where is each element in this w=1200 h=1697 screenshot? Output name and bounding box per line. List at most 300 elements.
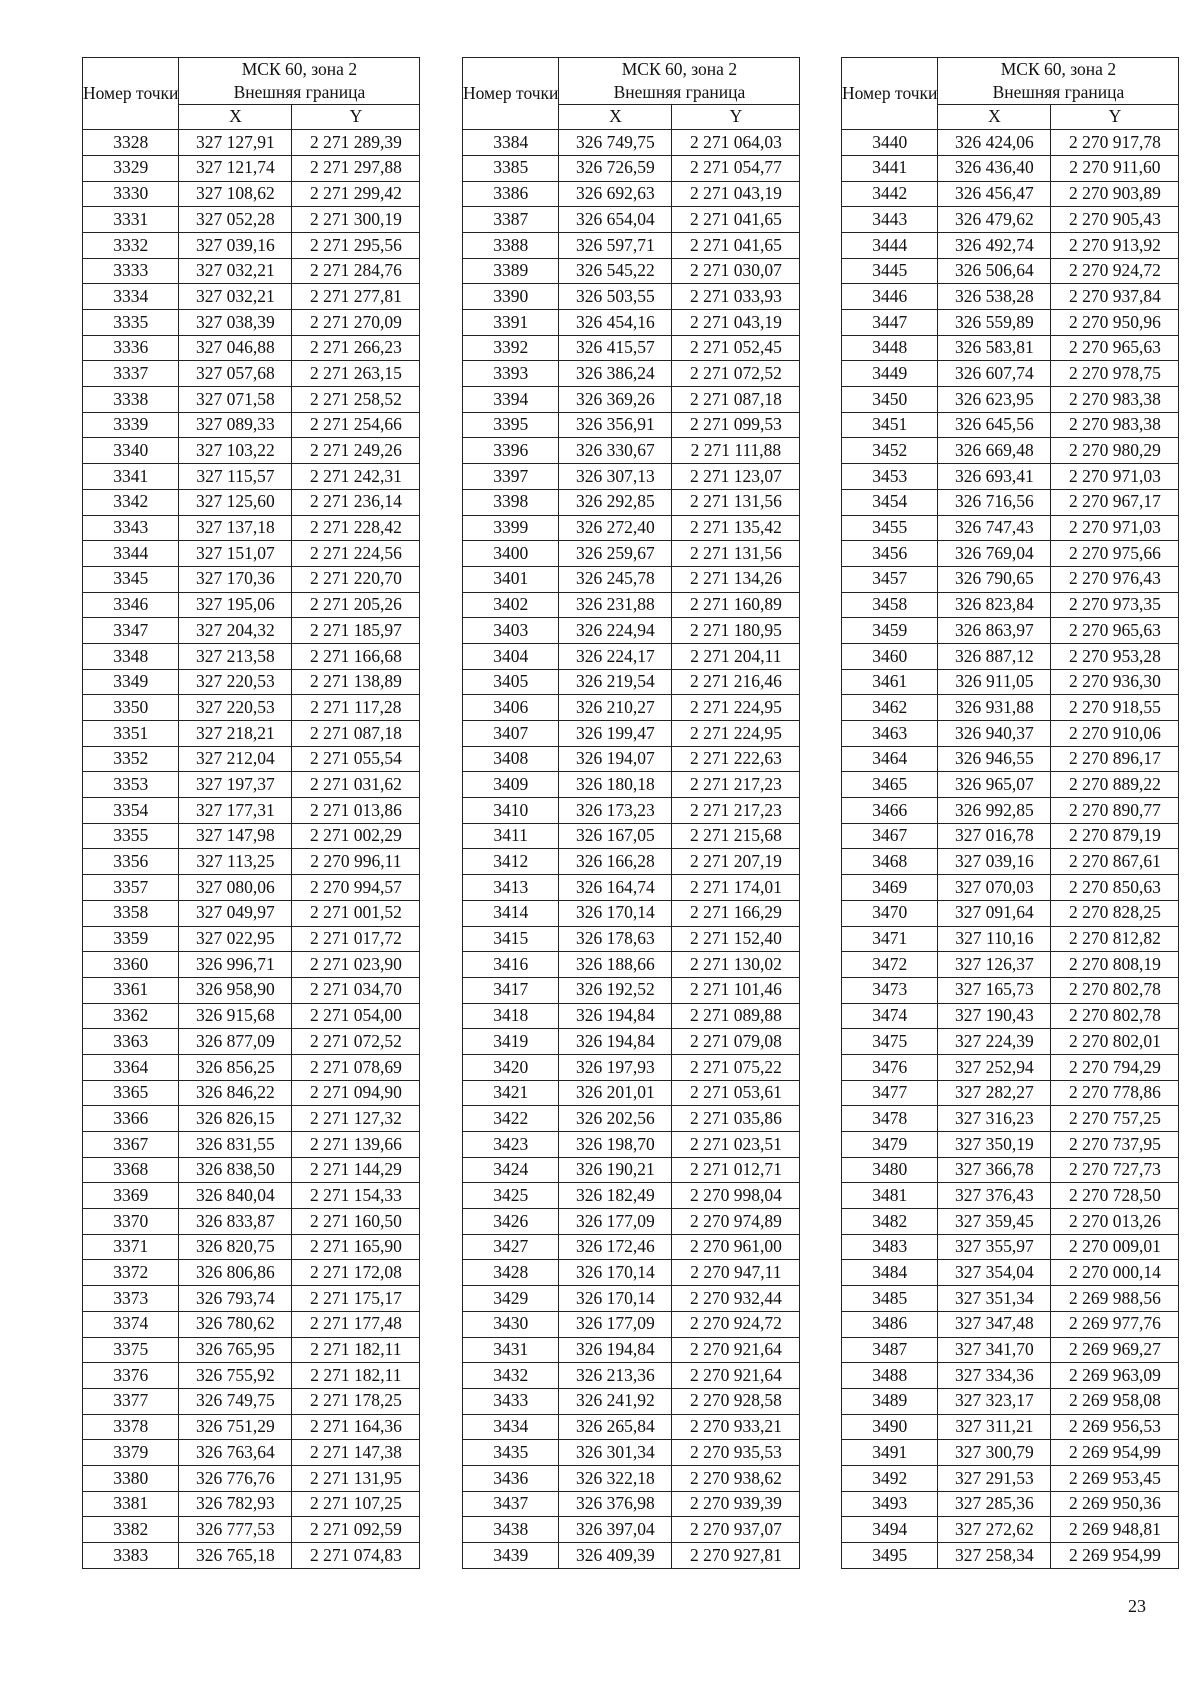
y-coordinate-cell: 2 271 297,88 (292, 155, 420, 181)
x-coordinate-cell: 326 782,93 (179, 1491, 292, 1517)
point-number-cell: 3401 (463, 566, 559, 592)
table-row (83, 669, 420, 695)
point-number-cell: 3342 (83, 489, 179, 515)
x-coordinate-cell: 327 121,74 (179, 155, 292, 181)
table-row (83, 515, 420, 541)
y-coordinate-cell: 2 270 971,03 (1051, 464, 1179, 490)
header-point-number: Номер точки (842, 58, 938, 130)
y-coordinate-cell: 2 271 166,68 (292, 643, 420, 669)
y-coordinate-cell: 2 271 078,69 (292, 1054, 420, 1080)
coordinates-table-3 (841, 57, 1179, 1569)
point-number-cell: 3488 (842, 1363, 938, 1389)
x-coordinate-cell: 327 195,06 (179, 592, 292, 618)
x-coordinate-cell: 327 341,70 (938, 1337, 1051, 1363)
table-row (463, 1132, 800, 1158)
y-coordinate-cell: 2 271 205,26 (292, 592, 420, 618)
y-coordinate-cell: 2 270 808,19 (1051, 952, 1179, 978)
x-coordinate-cell: 326 272,40 (559, 515, 672, 541)
table-row (842, 1337, 1179, 1363)
y-coordinate-cell: 2 270 913,92 (1051, 232, 1179, 258)
x-coordinate-cell: 326 958,90 (179, 977, 292, 1003)
x-coordinate-cell: 327 147,98 (179, 823, 292, 849)
point-number-cell: 3475 (842, 1029, 938, 1055)
x-coordinate-cell: 326 172,46 (559, 1234, 672, 1260)
x-coordinate-cell: 326 790,65 (938, 566, 1051, 592)
header-coordinate-system (179, 58, 420, 105)
y-coordinate-cell: 2 269 948,81 (1051, 1517, 1179, 1543)
y-coordinate-cell: 2 270 905,43 (1051, 207, 1179, 233)
x-coordinate-cell: 326 623,95 (938, 387, 1051, 413)
point-number-cell: 3425 (463, 1183, 559, 1209)
x-coordinate-cell: 326 424,06 (938, 130, 1051, 156)
y-coordinate-cell: 2 270 728,50 (1051, 1183, 1179, 1209)
y-coordinate-cell: 2 271 033,93 (672, 284, 800, 310)
table-row (842, 1003, 1179, 1029)
table-row (83, 1054, 420, 1080)
y-coordinate-cell: 2 271 072,52 (672, 361, 800, 387)
y-coordinate-cell: 2 271 041,65 (672, 232, 800, 258)
point-number-cell: 3446 (842, 284, 938, 310)
table-row (842, 1517, 1179, 1543)
x-coordinate-cell: 326 503,55 (559, 284, 672, 310)
y-coordinate-cell: 2 269 963,09 (1051, 1363, 1179, 1389)
point-number-cell: 3434 (463, 1414, 559, 1440)
y-coordinate-cell: 2 271 089,88 (672, 1003, 800, 1029)
y-coordinate-cell: 2 270 911,60 (1051, 155, 1179, 181)
x-coordinate-cell: 327 334,36 (938, 1363, 1051, 1389)
y-coordinate-cell: 2 270 921,64 (672, 1337, 800, 1363)
table-row (463, 1260, 800, 1286)
y-coordinate-cell: 2 269 953,45 (1051, 1465, 1179, 1491)
table-row (842, 541, 1179, 567)
point-number-cell: 3432 (463, 1363, 559, 1389)
table-row (842, 592, 1179, 618)
table-row (83, 1157, 420, 1183)
table-row (83, 926, 420, 952)
y-coordinate-cell: 2 271 131,56 (672, 489, 800, 515)
y-coordinate-cell: 2 270 983,38 (1051, 387, 1179, 413)
point-number-cell: 3443 (842, 207, 938, 233)
table-row (83, 1491, 420, 1517)
x-coordinate-cell: 327 213,58 (179, 643, 292, 669)
header-point-number: Номер точки (463, 58, 559, 130)
point-number-cell: 3380 (83, 1465, 179, 1491)
table-row (463, 695, 800, 721)
point-number-cell: 3494 (842, 1517, 938, 1543)
table-row (463, 798, 800, 824)
y-coordinate-cell: 2 270 794,29 (1051, 1054, 1179, 1080)
y-coordinate-cell: 2 270 879,19 (1051, 823, 1179, 849)
y-coordinate-cell: 2 270 939,39 (672, 1491, 800, 1517)
x-coordinate-cell: 326 456,47 (938, 181, 1051, 207)
y-coordinate-cell: 2 270 802,01 (1051, 1029, 1179, 1055)
table-row (842, 1465, 1179, 1491)
y-coordinate-cell: 2 271 289,39 (292, 130, 420, 156)
point-number-cell: 3348 (83, 643, 179, 669)
point-number-cell: 3461 (842, 669, 938, 695)
point-number-cell: 3335 (83, 310, 179, 336)
y-coordinate-cell: 2 271 099,53 (672, 412, 800, 438)
y-coordinate-cell: 2 270 950,96 (1051, 310, 1179, 336)
point-number-cell: 3388 (463, 232, 559, 258)
point-number-cell: 3458 (842, 592, 938, 618)
x-coordinate-cell: 326 322,18 (559, 1465, 672, 1491)
point-number-cell: 3359 (83, 926, 179, 952)
table-row (842, 618, 1179, 644)
y-coordinate-cell: 2 269 954,99 (1051, 1543, 1179, 1569)
point-number-cell: 3462 (842, 695, 938, 721)
point-number-cell: 3398 (463, 489, 559, 515)
y-coordinate-cell: 2 271 224,95 (672, 695, 800, 721)
table-row (83, 900, 420, 926)
point-number-cell: 3416 (463, 952, 559, 978)
table-row (463, 849, 800, 875)
y-coordinate-cell: 2 271 131,56 (672, 541, 800, 567)
x-coordinate-cell: 326 330,67 (559, 438, 672, 464)
point-number-cell: 3490 (842, 1414, 938, 1440)
x-coordinate-cell: 326 292,85 (559, 489, 672, 515)
y-coordinate-cell: 2 269 958,08 (1051, 1388, 1179, 1414)
point-number-cell: 3364 (83, 1054, 179, 1080)
y-coordinate-cell: 2 271 224,95 (672, 721, 800, 747)
x-coordinate-cell: 326 164,74 (559, 875, 672, 901)
table-row (463, 1543, 800, 1569)
point-number-cell: 3453 (842, 464, 938, 490)
point-number-cell: 3353 (83, 772, 179, 798)
point-number-cell: 3390 (463, 284, 559, 310)
table-row (842, 823, 1179, 849)
y-coordinate-cell: 2 270 976,43 (1051, 566, 1179, 592)
point-number-cell: 3383 (83, 1543, 179, 1569)
table-row (842, 1388, 1179, 1414)
point-number-cell: 3346 (83, 592, 179, 618)
x-coordinate-cell: 326 838,50 (179, 1157, 292, 1183)
point-number-cell: 3358 (83, 900, 179, 926)
point-number-cell: 3485 (842, 1286, 938, 1312)
x-coordinate-cell: 326 965,07 (938, 772, 1051, 798)
x-coordinate-cell: 327 252,94 (938, 1054, 1051, 1080)
table-row (83, 412, 420, 438)
point-number-cell: 3356 (83, 849, 179, 875)
point-number-cell: 3357 (83, 875, 179, 901)
x-coordinate-cell: 327 108,62 (179, 181, 292, 207)
x-coordinate-cell: 326 777,53 (179, 1517, 292, 1543)
table-row (463, 669, 800, 695)
point-number-cell: 3331 (83, 207, 179, 233)
point-number-cell: 3387 (463, 207, 559, 233)
table-row (463, 772, 800, 798)
y-coordinate-cell: 2 271 023,90 (292, 952, 420, 978)
table-row (463, 952, 800, 978)
point-number-cell: 3455 (842, 515, 938, 541)
table-row (842, 412, 1179, 438)
x-coordinate-cell: 327 032,21 (179, 258, 292, 284)
table-row (842, 977, 1179, 1003)
header-coordinate-system (938, 58, 1179, 105)
point-number-cell: 3334 (83, 284, 179, 310)
table-row (83, 1440, 420, 1466)
x-coordinate-cell: 327 291,53 (938, 1465, 1051, 1491)
table-row (463, 566, 800, 592)
y-coordinate-cell: 2 271 087,18 (292, 721, 420, 747)
table-row (83, 695, 420, 721)
x-coordinate-cell: 327 113,25 (179, 849, 292, 875)
point-number-cell: 3474 (842, 1003, 938, 1029)
point-number-cell: 3384 (463, 130, 559, 156)
x-coordinate-cell: 326 454,16 (559, 310, 672, 336)
table-row (463, 1003, 800, 1029)
point-number-cell: 3336 (83, 335, 179, 361)
point-number-cell: 3406 (463, 695, 559, 721)
point-number-cell: 3399 (463, 515, 559, 541)
y-coordinate-cell: 2 270 928,58 (672, 1388, 800, 1414)
x-coordinate-cell: 326 716,56 (938, 489, 1051, 515)
point-number-cell: 3385 (463, 155, 559, 181)
x-coordinate-cell: 326 583,81 (938, 335, 1051, 361)
y-coordinate-cell: 2 270 727,73 (1051, 1157, 1179, 1183)
table-row (83, 1209, 420, 1235)
point-number-cell: 3419 (463, 1029, 559, 1055)
y-coordinate-cell: 2 271 215,68 (672, 823, 800, 849)
table-row (83, 181, 420, 207)
point-number-cell: 3437 (463, 1491, 559, 1517)
page-number: 23 (1128, 1596, 1146, 1616)
x-coordinate-cell: 326 409,39 (559, 1543, 672, 1569)
point-number-cell: 3420 (463, 1054, 559, 1080)
header-y: Y (1051, 104, 1179, 130)
table-row (842, 900, 1179, 926)
point-number-cell: 3492 (842, 1465, 938, 1491)
x-coordinate-cell: 326 776,76 (179, 1465, 292, 1491)
y-coordinate-cell: 2 270 974,89 (672, 1209, 800, 1235)
table-row (842, 1491, 1179, 1517)
point-number-cell: 3340 (83, 438, 179, 464)
y-coordinate-cell: 2 271 052,45 (672, 335, 800, 361)
y-coordinate-cell: 2 271 072,52 (292, 1029, 420, 1055)
point-number-cell: 3466 (842, 798, 938, 824)
point-number-cell: 3396 (463, 438, 559, 464)
point-number-cell: 3440 (842, 130, 938, 156)
y-coordinate-cell: 2 270 802,78 (1051, 977, 1179, 1003)
x-coordinate-cell: 327 285,36 (938, 1491, 1051, 1517)
x-coordinate-cell: 326 538,28 (938, 284, 1051, 310)
point-number-cell: 3343 (83, 515, 179, 541)
point-number-cell: 3373 (83, 1286, 179, 1312)
point-number-cell: 3355 (83, 823, 179, 849)
y-coordinate-cell: 2 270 947,11 (672, 1260, 800, 1286)
y-coordinate-cell: 2 270 933,21 (672, 1414, 800, 1440)
table-row (463, 1286, 800, 1312)
y-coordinate-cell: 2 271 138,89 (292, 669, 420, 695)
y-coordinate-cell: 2 271 054,77 (672, 155, 800, 181)
y-coordinate-cell: 2 270 965,63 (1051, 618, 1179, 644)
x-coordinate-cell: 326 911,05 (938, 669, 1051, 695)
table-body (83, 130, 420, 1569)
x-coordinate-cell: 326 726,59 (559, 155, 672, 181)
point-number-cell: 3435 (463, 1440, 559, 1466)
x-coordinate-cell: 326 188,66 (559, 952, 672, 978)
x-coordinate-cell: 326 669,48 (938, 438, 1051, 464)
x-coordinate-cell: 326 607,74 (938, 361, 1051, 387)
y-coordinate-cell: 2 271 172,08 (292, 1260, 420, 1286)
point-number-cell: 3352 (83, 746, 179, 772)
y-coordinate-cell: 2 271 224,56 (292, 541, 420, 567)
y-coordinate-cell: 2 271 131,95 (292, 1465, 420, 1491)
table-row (842, 952, 1179, 978)
x-coordinate-cell: 327 272,62 (938, 1517, 1051, 1543)
x-coordinate-cell: 327 091,64 (938, 900, 1051, 926)
table-row (83, 875, 420, 901)
table-row (83, 155, 420, 181)
table-row (842, 1106, 1179, 1132)
table-row (83, 823, 420, 849)
y-coordinate-cell: 2 271 054,00 (292, 1003, 420, 1029)
point-number-cell: 3362 (83, 1003, 179, 1029)
x-coordinate-cell: 326 202,56 (559, 1106, 672, 1132)
header-system-label: МСК 60, зона 2 (621, 59, 738, 79)
table-row (83, 798, 420, 824)
x-coordinate-cell: 326 265,84 (559, 1414, 672, 1440)
point-number-cell: 3426 (463, 1209, 559, 1235)
x-coordinate-cell: 326 301,34 (559, 1440, 672, 1466)
y-coordinate-cell: 2 271 074,83 (292, 1543, 420, 1569)
table-row (463, 1363, 800, 1389)
y-coordinate-cell: 2 271 107,25 (292, 1491, 420, 1517)
point-number-cell: 3405 (463, 669, 559, 695)
x-coordinate-cell: 326 863,97 (938, 618, 1051, 644)
point-number-cell: 3484 (842, 1260, 938, 1286)
x-coordinate-cell: 326 833,87 (179, 1209, 292, 1235)
y-coordinate-cell: 2 271 055,54 (292, 746, 420, 772)
x-coordinate-cell: 327 224,39 (938, 1029, 1051, 1055)
point-number-cell: 3430 (463, 1311, 559, 1337)
table-row (83, 541, 420, 567)
y-coordinate-cell: 2 271 064,03 (672, 130, 800, 156)
x-coordinate-cell: 326 415,57 (559, 335, 672, 361)
x-coordinate-cell: 326 219,54 (559, 669, 672, 695)
x-coordinate-cell: 327 039,16 (179, 232, 292, 258)
y-coordinate-cell: 2 271 130,02 (672, 952, 800, 978)
point-number-cell: 3370 (83, 1209, 179, 1235)
point-number-cell: 3429 (463, 1286, 559, 1312)
y-coordinate-cell: 2 270 828,25 (1051, 900, 1179, 926)
y-coordinate-cell: 2 271 216,46 (672, 669, 800, 695)
point-number-cell: 3459 (842, 618, 938, 644)
x-coordinate-cell: 326 940,37 (938, 721, 1051, 747)
x-coordinate-cell: 327 137,18 (179, 515, 292, 541)
point-number-cell: 3371 (83, 1234, 179, 1260)
table-row (842, 875, 1179, 901)
table-row (83, 1517, 420, 1543)
header-coordinate-system (559, 58, 800, 105)
point-number-cell: 3386 (463, 181, 559, 207)
coordinates-table-2 (462, 57, 800, 1569)
table-row (463, 1465, 800, 1491)
y-coordinate-cell: 2 271 030,07 (672, 258, 800, 284)
y-coordinate-cell: 2 271 117,28 (292, 695, 420, 721)
y-coordinate-cell: 2 270 973,35 (1051, 592, 1179, 618)
y-coordinate-cell: 2 270 924,72 (1051, 258, 1179, 284)
point-number-cell: 3407 (463, 721, 559, 747)
x-coordinate-cell: 327 071,58 (179, 387, 292, 413)
x-coordinate-cell: 326 846,22 (179, 1080, 292, 1106)
point-number-cell: 3423 (463, 1132, 559, 1158)
table-row (83, 1003, 420, 1029)
point-number-cell: 3477 (842, 1080, 938, 1106)
table-row (463, 489, 800, 515)
y-coordinate-cell: 2 270 910,06 (1051, 721, 1179, 747)
table-row (842, 721, 1179, 747)
point-number-cell: 3427 (463, 1234, 559, 1260)
point-number-cell: 3428 (463, 1260, 559, 1286)
y-coordinate-cell: 2 271 174,01 (672, 875, 800, 901)
x-coordinate-cell: 326 692,63 (559, 181, 672, 207)
y-coordinate-cell: 2 270 938,62 (672, 1465, 800, 1491)
table-row (83, 746, 420, 772)
x-coordinate-cell: 327 359,45 (938, 1209, 1051, 1235)
x-coordinate-cell: 326 201,01 (559, 1080, 672, 1106)
y-coordinate-cell: 2 271 013,86 (292, 798, 420, 824)
x-coordinate-cell: 327 316,23 (938, 1106, 1051, 1132)
x-coordinate-cell: 326 831,55 (179, 1132, 292, 1158)
point-number-cell: 3479 (842, 1132, 938, 1158)
table-row (463, 310, 800, 336)
header-x: X (938, 104, 1051, 130)
x-coordinate-cell: 326 194,84 (559, 1337, 672, 1363)
point-number-cell: 3378 (83, 1414, 179, 1440)
x-coordinate-cell: 326 763,64 (179, 1440, 292, 1466)
y-coordinate-cell: 2 271 185,97 (292, 618, 420, 644)
y-coordinate-cell: 2 271 236,14 (292, 489, 420, 515)
x-coordinate-cell: 327 049,97 (179, 900, 292, 926)
x-coordinate-cell: 326 198,70 (559, 1132, 672, 1158)
point-number-cell: 3345 (83, 566, 179, 592)
y-coordinate-cell: 2 271 002,29 (292, 823, 420, 849)
table-row (463, 1414, 800, 1440)
x-coordinate-cell: 326 194,07 (559, 746, 672, 772)
y-coordinate-cell: 2 271 079,08 (672, 1029, 800, 1055)
x-coordinate-cell: 326 769,04 (938, 541, 1051, 567)
point-number-cell: 3332 (83, 232, 179, 258)
table-row (463, 977, 800, 1003)
x-coordinate-cell: 326 545,22 (559, 258, 672, 284)
table-row (463, 361, 800, 387)
point-number-cell: 3417 (463, 977, 559, 1003)
y-coordinate-cell: 2 271 035,86 (672, 1106, 800, 1132)
table-row (83, 1260, 420, 1286)
point-number-cell: 3351 (83, 721, 179, 747)
point-number-cell: 3392 (463, 335, 559, 361)
x-coordinate-cell: 326 765,18 (179, 1543, 292, 1569)
table-row (83, 258, 420, 284)
point-number-cell: 3330 (83, 181, 179, 207)
y-coordinate-cell: 2 270 009,01 (1051, 1234, 1179, 1260)
table-row (842, 1054, 1179, 1080)
point-number-cell: 3393 (463, 361, 559, 387)
y-coordinate-cell: 2 271 094,90 (292, 1080, 420, 1106)
table-row (463, 130, 800, 156)
y-coordinate-cell: 2 270 983,38 (1051, 412, 1179, 438)
y-coordinate-cell: 2 271 177,48 (292, 1311, 420, 1337)
point-number-cell: 3354 (83, 798, 179, 824)
x-coordinate-cell: 327 366,78 (938, 1157, 1051, 1183)
point-number-cell: 3483 (842, 1234, 938, 1260)
table-row (463, 1106, 800, 1132)
x-coordinate-cell: 326 823,84 (938, 592, 1051, 618)
table-row (463, 721, 800, 747)
x-coordinate-cell: 327 126,37 (938, 952, 1051, 978)
x-coordinate-cell: 326 199,47 (559, 721, 672, 747)
